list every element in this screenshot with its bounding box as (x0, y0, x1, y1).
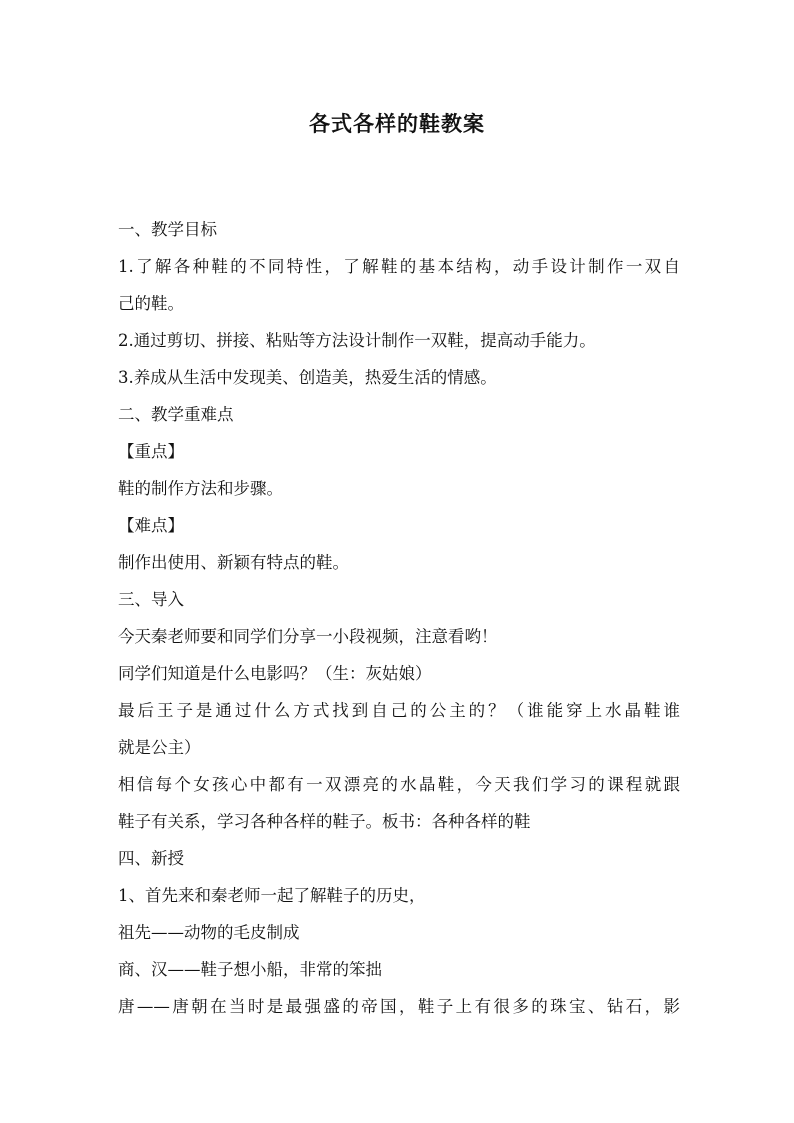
paragraph-line: 己的鞋。 (118, 294, 184, 313)
paragraph-line: 相信每个女孩心中都有一双漂亮的水晶鞋，今天我们学习的课程就跟 (118, 775, 680, 794)
section-heading-introduction: 三、导入 (118, 590, 184, 609)
paragraph-line: 3.养成从生活中发现美、创造美，热爱生活的情感。 (118, 368, 497, 387)
paragraph-line: 鞋子有关系，学习各种各样的鞋子。板书：各种各样的鞋 (118, 812, 531, 831)
paragraph-line: 祖先——动物的毛皮制成 (118, 923, 300, 942)
section-heading-objectives: 一、教学目标 (118, 220, 217, 239)
document-title: 各式各样的鞋教案 (309, 111, 485, 136)
paragraph-line: 今天秦老师要和同学们分享一小段视频，注意看哟！ (118, 627, 498, 646)
paragraph-line: 唐——唐朝在当时是最强盛的帝国，鞋子上有很多的珠宝、钻石，影 (118, 997, 680, 1016)
document-body (118, 211, 680, 1025)
paragraph-line: 就是公主） (118, 738, 201, 757)
subheading-key: 【重点】 (118, 442, 184, 461)
paragraph-line: 1、首先来和秦老师一起了解鞋子的历史， (118, 886, 426, 905)
paragraph-line: 2.通过剪切、拼接、粘贴等方法设计制作一双鞋，提高动手能力。 (118, 331, 596, 350)
paragraph-line: 1.了解各种鞋的不同特性，了解鞋的基本结构，动手设计制作一双自 (118, 257, 680, 276)
paragraph-line: 同学们知道是什么电影吗？（生：灰姑娘） (118, 664, 432, 683)
paragraph-line: 制作出使用、新颖有特点的鞋。 (118, 553, 349, 572)
section-heading-key-points: 二、教学重难点 (118, 405, 234, 424)
paragraph-line: 最后王子是通过什么方式找到自己的公主的？（谁能穿上水晶鞋谁 (118, 701, 680, 720)
section-heading-new-lesson: 四、新授 (118, 849, 184, 868)
paragraph-line: 鞋的制作方法和步骤。 (118, 479, 283, 498)
subheading-difficulty: 【难点】 (118, 516, 184, 535)
paragraph-line: 商、汉——鞋子想小船，非常的笨拙 (118, 960, 382, 979)
